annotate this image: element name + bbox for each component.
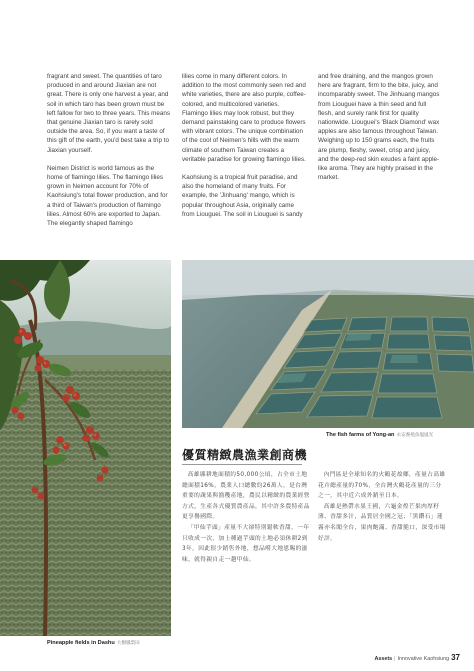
caption-text: The fish farms of Yong-an: [326, 432, 395, 438]
caption-chinese: 大樹鳳梨田: [116, 640, 140, 645]
paragraph: 高雄是熱帶水果王國，六龜金煌芒果肉厚籽薄、香甜多汁，品質居全國之冠；「黑鑽石」蓮霧亦名聞全台，果肉飽滿、香甜脆口，深受市場好評。: [318, 503, 446, 542]
pineapple-fields-photo: [0, 260, 171, 636]
left-photo-caption: [47, 640, 140, 646]
paragraph: 「甲仙芋頭」產量不大卻特別鬆軟香甜，一年只收成一次，加上種過芋頭的土地必須休耕2到3年，因此很少銷售外地，想品嚐大地恩賜的滋味，就得親自走一趟甲仙。: [182, 524, 310, 563]
title-underline: [182, 464, 302, 465]
paragraph: and free draining, and the mangos grown here are fragrant, firm to the bite, juicy, and incomparably sweet. The Jinhuang mangos from Liouguei have a thin seed and full flesh, and surely rank first for quality nationwide. Liouguei's 'Black Diamond' wax apples are also famous throughout Taiwan. Weighing up to 150 grams each, the fruits are plump, fleshy, sweet, crisp and juicy, and the deep-red skin exudes a faint apple-like aroma. They are highly praised in the market.: [318, 73, 440, 182]
paragraph: lilies come in many different colors. In addition to the most commonly seen red and white varieties, there are also purple, coffee-colored, and multicolored varieties. Flamingo lilies may look robust, but they demand painstaking care to produce flowers with vibrant colors. The unique combination of the cool of Neimen's hills with the warm climate of southern Taiwan creates a veritable paradise for growing flamingo lilies.: [182, 73, 306, 163]
article-column-2: [182, 72, 306, 219]
caption-chinese: 永安養殖魚塭風光: [396, 432, 434, 437]
article-column-3: [318, 72, 442, 182]
paragraph: 高雄縣耕地面積約50,000公頃，占全市土地總面積16%，農業人口總數約26萬人，是台灣重要的蔬果與漁穫產地，農民以精緻的農業經營方式，生產各式優質農產品，其中許多農特產品更享譽國際。: [182, 472, 310, 521]
section-name: Innovative Kaohsiung: [397, 656, 450, 662]
chinese-column-2: [318, 470, 446, 544]
paragraph: Neimen District is world famous as the home of flamingo lilies. The flamingo lilies grown in Neimen account for 70% of Kaohsiung's total flower production, and for a third of Taiwan's production of flamingo lilies. Almost 60% are exported to Japan. The elegantly shaped flamingo: [47, 164, 168, 228]
footer-separator: |: [394, 656, 396, 662]
paragraph: fragrant and sweet. The quantities of taro produced in and around Jiaxian are not great. There is only one harvest a year, and soil in which taro has been grown must be left fallow for two to three years. This means that genuine Jiaxian taro is rarely sold outside the area. So, if you want a taste of this gift of the earth, you'd best take a trip to Jiaxian yourself.: [47, 73, 171, 154]
page-footer: [374, 653, 460, 662]
chinese-column-1: [182, 470, 310, 565]
fish-farms-photo: [182, 260, 474, 428]
right-photo-caption: [326, 432, 433, 438]
paragraph: Kaohsiung is a tropical fruit paradise, and also the homeland of many fruits. For example, the 'Jinhuang' mango, which is popular throughout Asia, originally came from Liouguei. The soil in Liouguei is sandy: [182, 174, 303, 218]
page-number: 37: [451, 653, 460, 662]
magazine-name: Assets: [374, 656, 393, 662]
article-column-1: [47, 72, 171, 228]
chinese-section-title: 優質精緻農漁業創商機: [182, 448, 308, 462]
paragraph: 內門區是全球知名的火鶴花故鄉，產量占高雄花卉總產量的70%，全台灣火鶴花產量的三分之一，其中近六成外銷至日本。: [318, 472, 446, 500]
caption-text: Pineapple fields in Dashu: [47, 640, 115, 646]
